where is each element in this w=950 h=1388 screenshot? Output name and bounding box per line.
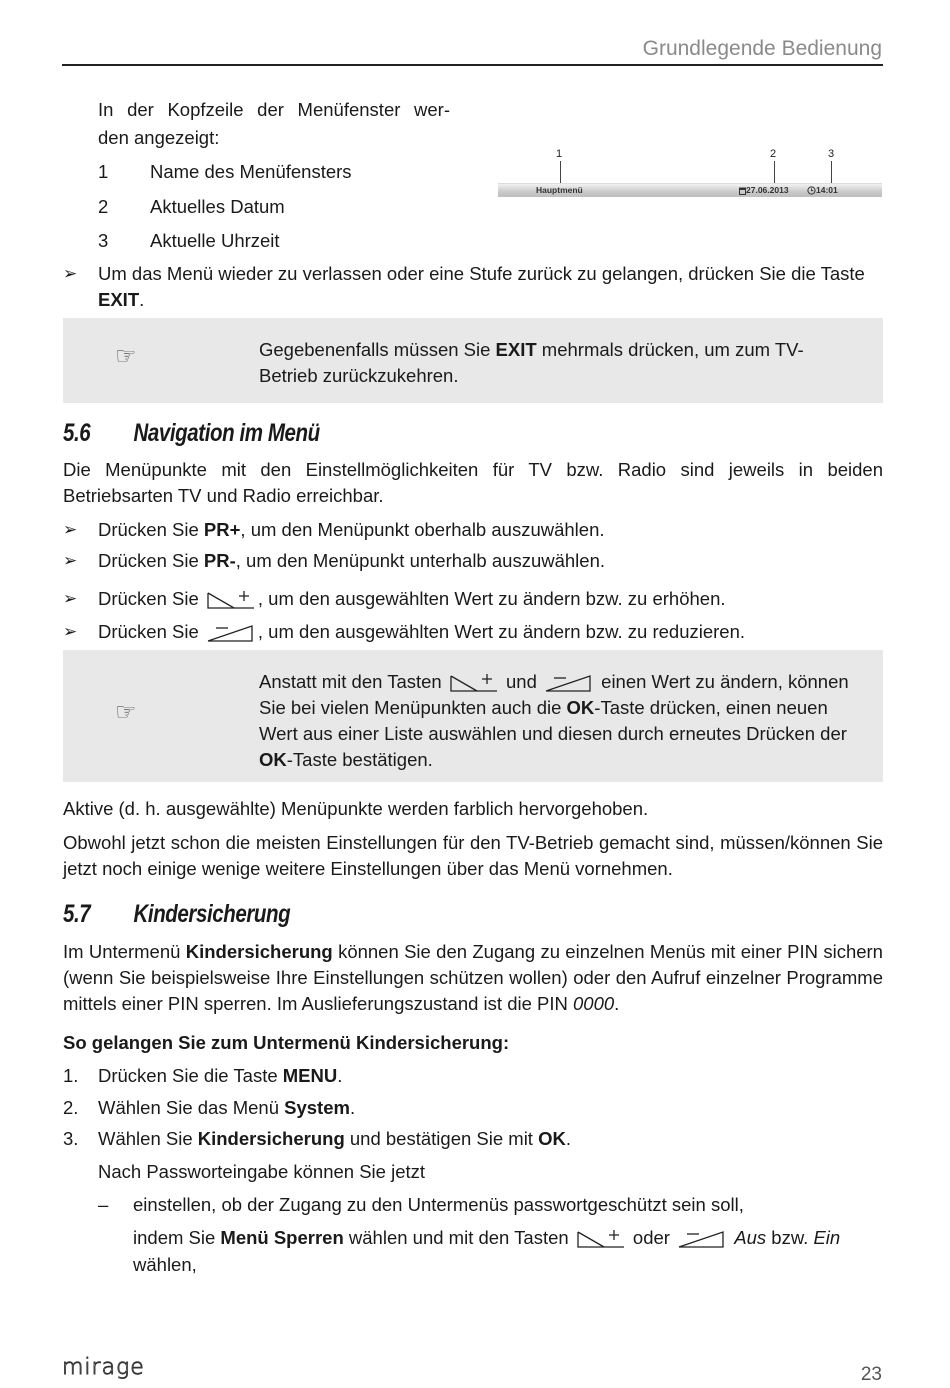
step-number-1: 1. — [63, 1065, 79, 1086]
volume-minus-key-icon — [677, 1228, 727, 1250]
titlebar-date: 27.06.2013 — [746, 185, 789, 195]
legend-label-1: Name des Menüfensters — [150, 161, 352, 182]
pointing-hand-icon: ☞ — [115, 343, 137, 370]
header-rule — [62, 64, 883, 66]
bullet-arrow: ➢ — [63, 589, 78, 608]
callout-1: 1 — [556, 148, 563, 160]
section-5-6-outro: Obwohl jetzt schon die meisten Einstellungen für den TV-Betrieb gemacht sind, müssen/können Sie jetzt noch einige wenige weitere Einstellungen über das Menü vornehmen. — [63, 832, 883, 879]
logo-wordmark: mirage — [62, 1356, 145, 1380]
calendar-icon — [739, 187, 746, 195]
callout-line-3 — [831, 161, 832, 183]
legend-num-3: 3 — [98, 230, 109, 251]
intro-line-2: den angezeigt: — [98, 127, 220, 148]
callout-2: 2 — [770, 148, 777, 160]
sub-item-text-3: wählen, — [133, 1254, 197, 1275]
legend-num-1: 1 — [98, 161, 109, 182]
nav-bullet-pr-plus: Drücken Sie PR+, um den Menüpunkt oberhalb auszuwählen. — [98, 519, 605, 540]
bullet-arrow: ➢ — [63, 264, 78, 283]
bullet-arrow: ➢ — [63, 622, 78, 641]
volume-minus-key-icon — [544, 672, 594, 694]
callout-3: 3 — [828, 148, 835, 160]
after-password-text: Nach Passworteingabe können Sie jetzt — [98, 1161, 426, 1182]
volume-plus-key-icon — [206, 589, 256, 611]
procedure-subheading: So gelangen Sie zum Untermenü Kindersicherung: — [63, 1032, 510, 1053]
section-heading-5-7: 5.7 Kindersicherung — [63, 900, 291, 928]
mirage-logo — [62, 1356, 152, 1387]
callout-line-2 — [774, 161, 775, 183]
titlebar-strip — [498, 183, 882, 197]
titlebar-time: 14:01 — [816, 185, 838, 195]
dash-bullet: – — [98, 1194, 109, 1215]
note-box-exit — [63, 318, 883, 403]
page-number: 23 — [860, 1364, 882, 1385]
nav-bullet-vol-minus: Drücken Sie , um den ausgewählten Wert zu ändern bzw. zu reduzieren. — [98, 619, 883, 645]
section-5-6-intro: Die Menüpunkte mit den Einstellmöglichkeiten für TV bzw. Radio sind jeweils in beiden Betriebsarten TV und Radio erreichbar. — [63, 459, 883, 506]
legend-label-3: Aktuelle Uhrzeit — [150, 230, 280, 251]
legend-num-2: 2 — [98, 196, 109, 217]
bullet-arrow: ➢ — [63, 520, 78, 539]
step-3-text: Wählen Sie Kindersicherung und bestätigen Sie mit OK. — [98, 1128, 571, 1149]
clock-icon — [807, 186, 816, 195]
step-number-3: 3. — [63, 1128, 79, 1149]
exit-step-text: Um das Menü wieder zu verlassen oder eine Stufe zurück zu gelangen, drücken Sie die Taste EXIT. — [98, 263, 865, 310]
volume-plus-key-icon — [449, 672, 499, 694]
active-items-text: Aktive (d. h. ausgewählte) Menüpunkte werden farblich hervorgehoben. — [63, 798, 649, 819]
section-5-7-intro: Im Untermenü Kindersicherung können Sie den Zugang zu einzelnen Menüs mit einer PIN sichern (wenn Sie beispielsweise Ihre Einstellungen schützen wollen) oder den Aufruf einzelner Programme mittels einer PIN sperren. Im Auslieferungszustand ist die PIN 0000. — [63, 941, 883, 1014]
pointing-hand-icon: ☞ — [115, 699, 137, 726]
note-box-ok — [63, 650, 883, 782]
note-ok-text: Anstatt mit den Tasten und einen Wert zu ändern, können Sie bei vielen Menüpunkten auch die OK-Taste drücken, einen neuen Wert aus einer Liste auswählen und diesen durch erneutes Drücken der OK-Taste bestätigen. — [259, 671, 849, 770]
section-heading-5-6: 5.6 Navigation im Menü — [63, 419, 320, 447]
sub-item-text-2: indem Sie Menü Sperren wählen und mit den Tasten oder Aus bzw. Ein — [133, 1225, 883, 1251]
nav-bullet-vol-plus: Drücken Sie , um den ausgewählten Wert zu ändern bzw. zu erhöhen. — [98, 586, 883, 612]
legend-label-2: Aktuelles Datum — [150, 196, 285, 217]
volume-minus-key-icon — [206, 622, 256, 644]
intro-line-1: In der Kopfzeile der Menüfenster wer- — [98, 99, 450, 120]
step-1-text: Drücken Sie die Taste MENU. — [98, 1065, 343, 1086]
nav-bullet-pr-minus: Drücken Sie PR-, um den Menüpunkt unterhalb auszuwählen. — [98, 550, 605, 571]
titlebar-menu-name: Hauptmenü — [536, 185, 583, 195]
note-exit-text: Gegebenenfalls müssen Sie EXIT mehrmals drücken, um zum TV-Betrieb zurückzukehren. — [259, 339, 804, 386]
bullet-arrow: ➢ — [63, 551, 78, 570]
sub-item-text-1: einstellen, ob der Zugang zu den Untermenüs passwortgeschützt sein soll, — [133, 1194, 744, 1215]
volume-plus-key-icon — [576, 1228, 626, 1250]
step-number-2: 2. — [63, 1097, 79, 1118]
running-header: Grundlegende Bedienung — [642, 37, 882, 60]
step-2-text: Wählen Sie das Menü System. — [98, 1097, 356, 1118]
menu-titlebar-figure — [498, 146, 882, 200]
callout-line-1 — [560, 161, 561, 183]
